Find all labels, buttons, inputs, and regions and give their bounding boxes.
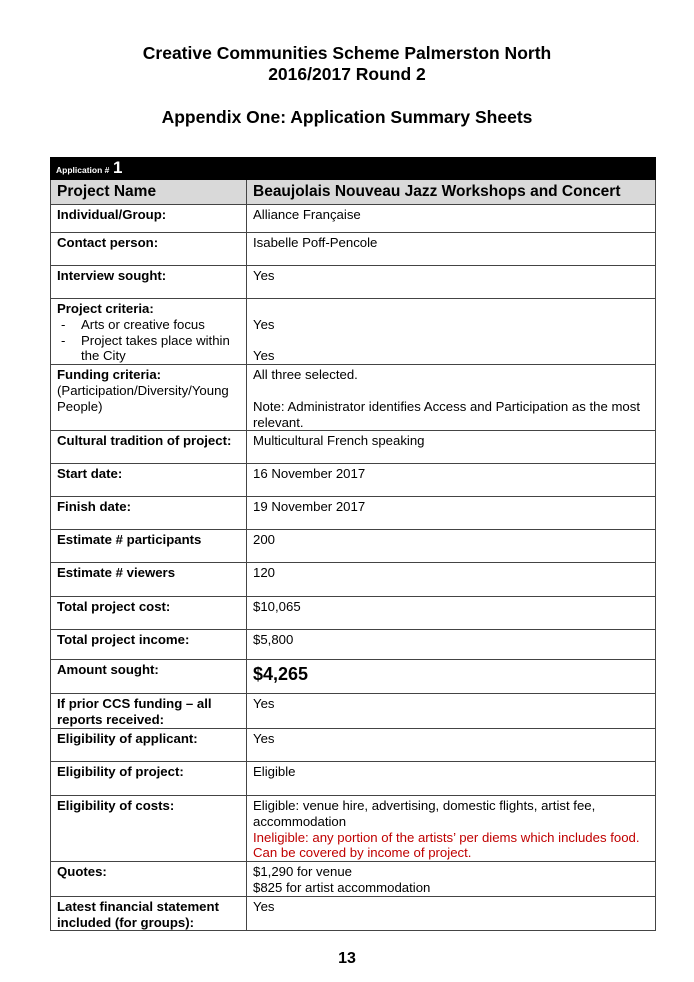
contact-person-label: Contact person: [51,233,247,266]
table-row [51,761,656,795]
total-cost-value: $10,065 [247,597,656,630]
est-viewers-label: Estimate # viewers [51,563,247,597]
est-participants-label: Estimate # participants [51,530,247,563]
funding-criteria-note: Note: Administrator identifies Access and Participation as the most relevant. [253,398,641,430]
ineligible-costs-text: Ineligible: any portion of the artists’ per diems which includes food. Can be covered by income of project. [253,829,640,861]
start-date-value: 16 November 2017 [247,464,656,497]
prior-funding-value: Yes [247,694,656,729]
table-row [51,464,656,497]
table-row [51,694,656,729]
table-row [51,431,656,464]
eligibility-costs-cell [247,795,656,861]
project-name-value: Beaujolais Nouveau Jazz Workshops and Concert [247,180,656,205]
financial-statement-value: Yes [247,896,656,931]
cultural-tradition-value: Multicultural French speaking [247,431,656,464]
interview-sought-value: Yes [247,266,656,299]
application-summary-table [50,157,656,931]
eligible-costs-text: Eligible: venue hire, advertising, domestic flights, artist fee, accommodation [253,797,596,829]
eligibility-project-label: Eligibility of project: [51,761,247,795]
contact-person-value: Isabelle Poff-Pencole [247,233,656,266]
eligibility-applicant-label: Eligibility of applicant: [51,728,247,761]
table-row [51,497,656,530]
start-date-label: Start date: [51,464,247,497]
quotes-label: Quotes: [51,862,247,897]
funding-criteria-label: Funding criteria: [57,367,162,383]
amount-sought-value: $4,265 [253,664,309,685]
eligibility-applicant-value: Yes [247,728,656,761]
list-item: - Arts or creative focus [57,317,242,333]
finish-date-label: Finish date: [51,497,247,530]
table-row [51,233,656,266]
table-row [51,597,656,630]
table-row [51,266,656,299]
table-row [51,205,656,233]
list-item: - Project takes place within the City [57,333,242,365]
est-participants-value: 200 [247,530,656,563]
funding-criteria-values [247,365,656,431]
application-label: Application # [56,165,110,176]
table-row [51,862,656,897]
eligibility-costs-label: Eligibility of costs: [51,795,247,861]
criteria-value-city: Yes [253,348,275,364]
application-number-row [51,158,656,180]
document-subtitle: 2016/2017 Round 2 [268,64,426,84]
table-row [51,630,656,660]
project-criteria-label: Project criteria: [57,301,154,316]
est-viewers-value: 120 [247,563,656,597]
funding-criteria-sublabel: (Participation/Diversity/Young People) [57,382,229,414]
project-name-row [51,180,656,205]
table-row [51,660,656,694]
quote-accommodation: $825 for artist accommodation [253,879,431,895]
application-number-cell [51,158,247,180]
appendix-heading: Appendix One: Application Summary Sheets [161,107,533,127]
project-name-label: Project Name [51,180,247,205]
table-row [51,896,656,931]
project-criteria-list [57,317,242,364]
funding-criteria-cell [51,365,247,431]
criteria-value-arts: Yes [253,316,275,332]
project-criteria-values [247,299,656,365]
quote-venue: $1,290 for venue [253,864,352,880]
interview-sought-label: Interview sought: [51,266,247,299]
individual-group-label: Individual/Group: [51,205,247,233]
total-cost-label: Total project cost: [51,597,247,630]
document-title: Creative Communities Scheme Palmerston North [142,43,552,63]
total-income-value: $5,800 [247,630,656,660]
application-number: 1 [113,158,123,178]
quotes-cell [247,862,656,897]
table-row [51,299,656,365]
eligibility-project-value: Eligible [247,761,656,795]
project-criteria-cell [51,299,247,365]
cultural-tradition-label: Cultural tradition of project: [51,431,247,464]
finish-date-value: 19 November 2017 [247,497,656,530]
financial-statement-label: Latest financial statement included (for groups): [51,896,247,931]
table-row [51,563,656,597]
amount-sought-label: Amount sought: [51,660,247,694]
table-row [51,530,656,563]
total-income-label: Total project income: [51,630,247,660]
table-row [51,365,656,431]
funding-criteria-value: All three selected. [253,367,358,383]
prior-funding-label: If prior CCS funding – all reports received: [51,694,247,729]
page-number: 13 [338,950,356,967]
table-row [51,795,656,861]
table-row [51,728,656,761]
individual-group-value: Alliance Française [247,205,656,233]
